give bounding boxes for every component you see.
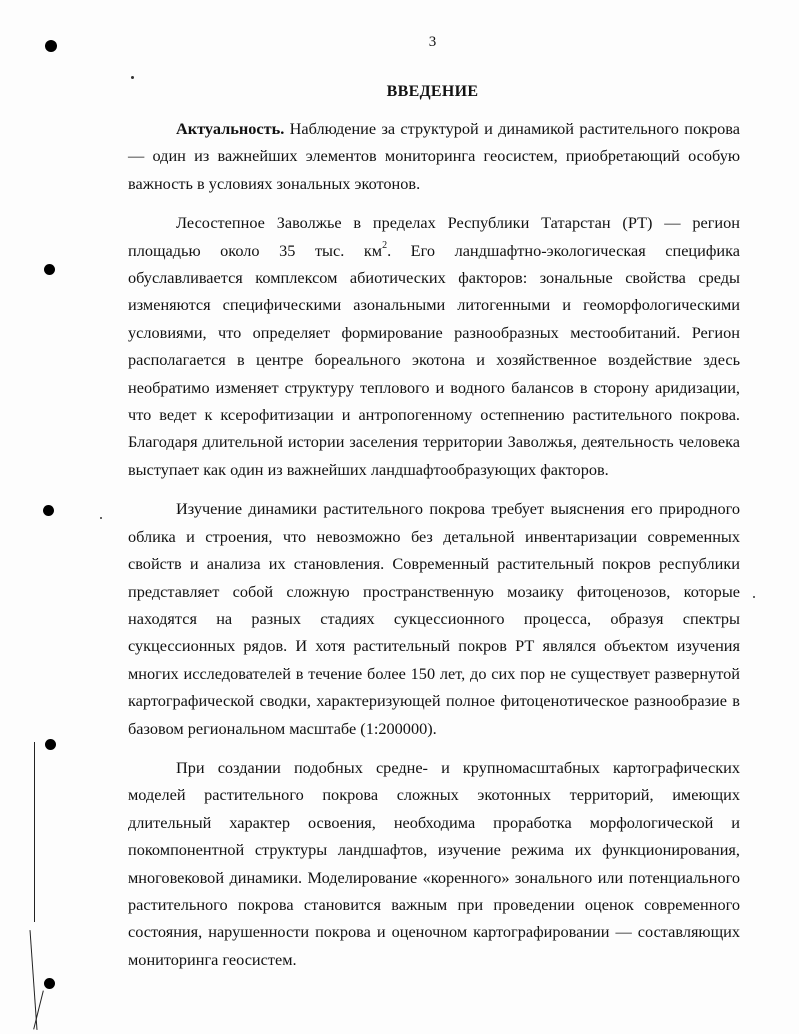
binder-hole-5 (44, 978, 55, 989)
paragraph-text-part: . Его ландшафтно-экологическая специфика обуславливается комплексом абиотических факторов: зональные свойства среды изменяются специфическими азональными литогенными и геоморфологическими условиями, что определяет формирование разнообразных местообитаний. Регион располагается в центре бореального экотона и хозяйственное воздействие здесь необратимо изменяет структуру теплового и водного балансов в сторону аридизации, что ведет к ксерофитизации и антропогенному остепнению растительного покрова. Благодаря длительной истории заселения территории Заволжья, деятельность человека выступает как один из важнейших ландшафтообразующих факторов. (128, 240, 741, 479)
paragraph-dynamics: Изучение динамики растительного покрова требует выяснения его природного облика и строения, что невозможно без детальной инвентаризации современных свойств и анализа их становления. Современный растительный покров республики представляет собой сложную пространственную мозаику фитоценозов, которые находятся на разных стадиях сукцессионного процесса, образуя спектры сукцессионных рядов. И хотя растительный покров РТ являлся объектом изучения многих исследователей в течение более 150 лет, до сих пор не существует развернутой картографической сводки, характеризующей полное фитоценотическое разнообразие в базовом региональном масштабе (1:200000). (128, 499, 740, 738)
scan-speck-1 (131, 76, 134, 79)
scan-edge-line-1 (34, 742, 35, 922)
body-text (128, 115, 740, 985)
paragraph-region (128, 209, 740, 483)
section-heading: ВВЕДЕНИЕ (386, 83, 479, 100)
superscript: 2 (382, 240, 388, 252)
paragraph-relevance (128, 115, 740, 197)
binder-hole-3 (43, 505, 54, 516)
scan-speck-2 (100, 517, 102, 519)
binder-hole-2 (44, 264, 55, 275)
paragraph-modeling: При создании подобных средне- и крупномасштабных картографических моделей растительного покрова сложных экотонных территорий, имеющих длительный характер освоения, необходима проработка морфологической и покомпонентной структуры ландшафтов, изучение режима их функционирования, многовековой динамики. Моделирование «коренного» зонального или потенциального растительного покрова становится важным при проведении оценок современного состояния, нарушенности покрова и оценочном картографировании — составляющих мониторинга геосистем. (128, 757, 740, 969)
scan-speck-3 (753, 596, 755, 598)
page-number: 3 (428, 34, 437, 50)
paragraph-lead: Актуальность. (176, 119, 285, 138)
binder-hole-4 (45, 739, 56, 750)
paragraph-text: Наблюдение за структурой и динамикой растительного покрова — один из важнейших элементов мониторинга геосистем, приобретающий особую важность в условиях зональных экотонов. (128, 119, 740, 193)
paragraph-text-part: Лесостепное Заволжье в пределах Республики Татарстан (РТ) — регион площадью около 35 тыс. км (128, 213, 740, 260)
